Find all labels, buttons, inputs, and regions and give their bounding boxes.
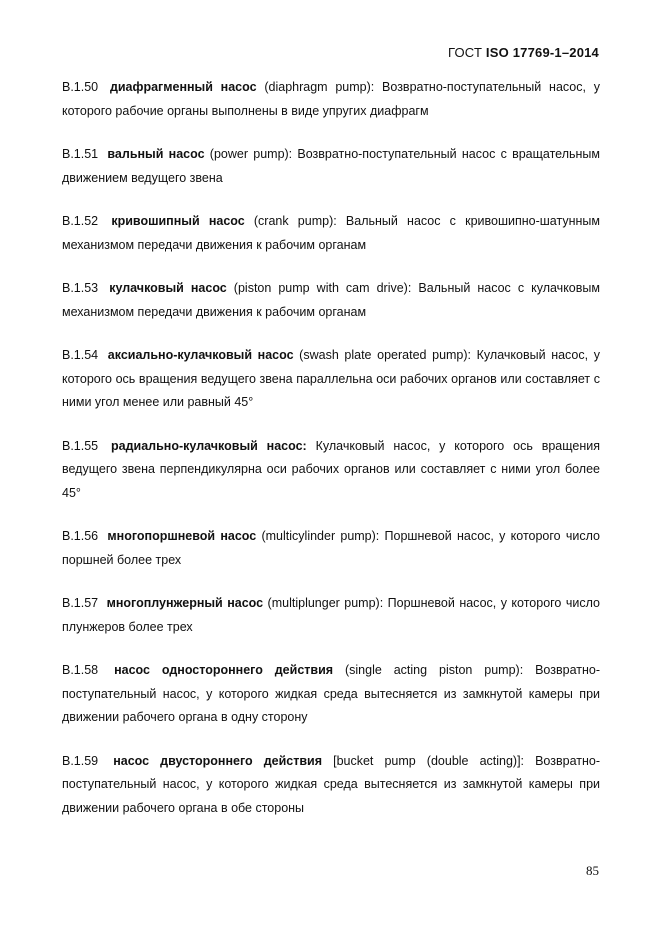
definition-list [62,76,600,840]
page-number: 85 [586,863,599,878]
entry-term: кулачковый насос [109,281,227,295]
definition-entry [62,143,600,190]
definition-entry [62,659,600,730]
header-prefix: ГОСТ [447,45,483,60]
definition-entry [62,344,600,415]
entry-definition: (single acting piston pump): Возвратно-поступательный насос, у которого жидкая среда вытесняется из замкнутой камеры при движении рабочего органа в одну сторону [62,663,600,724]
definition-entry [62,76,600,123]
entry-number: B.1.56 [62,529,99,543]
entry-number: B.1.59 [62,753,99,768]
entry-term: многоплунжерный насос [106,596,264,610]
entry-definition: Кулачковый насос, у которого ось вращения ведущего звена перпендикулярна оси рабочих органов или составляет с ними угол более 45° [62,438,600,500]
definition-entry [62,525,600,572]
entry-definition: (crank pump): Вальный насос с кривошипно-шатунным механизмом передачи движения к рабочим органам [62,214,600,252]
entry-term: насос одностороннего действия [114,663,334,677]
entry-number: B.1.50 [62,80,99,94]
entry-number: B.1.52 [62,214,99,228]
header-standard: ISO 17769-1–2014 [485,45,599,60]
entry-term: многопоршневой насос [107,529,257,543]
entry-definition: (piston pump with cam drive): Вальный насос с кулачковым механизмом передачи движения к рабочим органам [62,281,600,319]
entry-definition: (multicylinder pump): Поршневой насос, у которого число поршней более трех [62,529,601,567]
entry-term: радиально-кулачковый насос: [111,438,307,453]
entry-term: аксиально-кулачковый насос [107,348,294,362]
entry-number: B.1.54 [62,348,99,362]
definition-entry [62,210,600,257]
entry-number: B.1.58 [62,663,99,677]
definition-entry [62,750,600,821]
entry-definition: (multiplunger pump): Поршневой насос, у которого число плунжеров более трех [62,596,600,634]
entry-definition: [bucket pump (double acting)]: Возвратно-поступательный насос, у которого жидкая среда вытесняется из замкнутой камеры при движении рабочего органа в обе стороны [62,753,600,815]
entry-number: B.1.55 [62,438,99,453]
entry-number: B.1.57 [62,596,99,610]
entry-term: кривошипный насос [111,214,245,228]
entry-term: насос двустороннего действия [113,753,323,768]
entry-term: вальный насос [107,147,205,161]
entry-term: диафрагменный насос [109,80,257,94]
entry-number: B.1.51 [62,147,99,161]
entry-definition: (power pump): Возвратно-поступательный насос с вращательным движением ведущего звена [62,147,600,185]
entry-number: B.1.53 [62,281,99,295]
entry-definition: (swash plate operated pump): Кулачковый насос, у которого ось вращения ведущего звена параллельна оси рабочих органов или составляет с ними угол менее или равный 45° [62,348,600,409]
definition-entry [62,435,600,506]
definition-entry [62,277,600,324]
definition-entry [62,592,600,639]
page-header [448,45,599,60]
entry-definition: (diaphragm pump): Возвратно-поступательный насос, у которого рабочие органы выполнены в виде упругих диафрагм [62,80,601,118]
